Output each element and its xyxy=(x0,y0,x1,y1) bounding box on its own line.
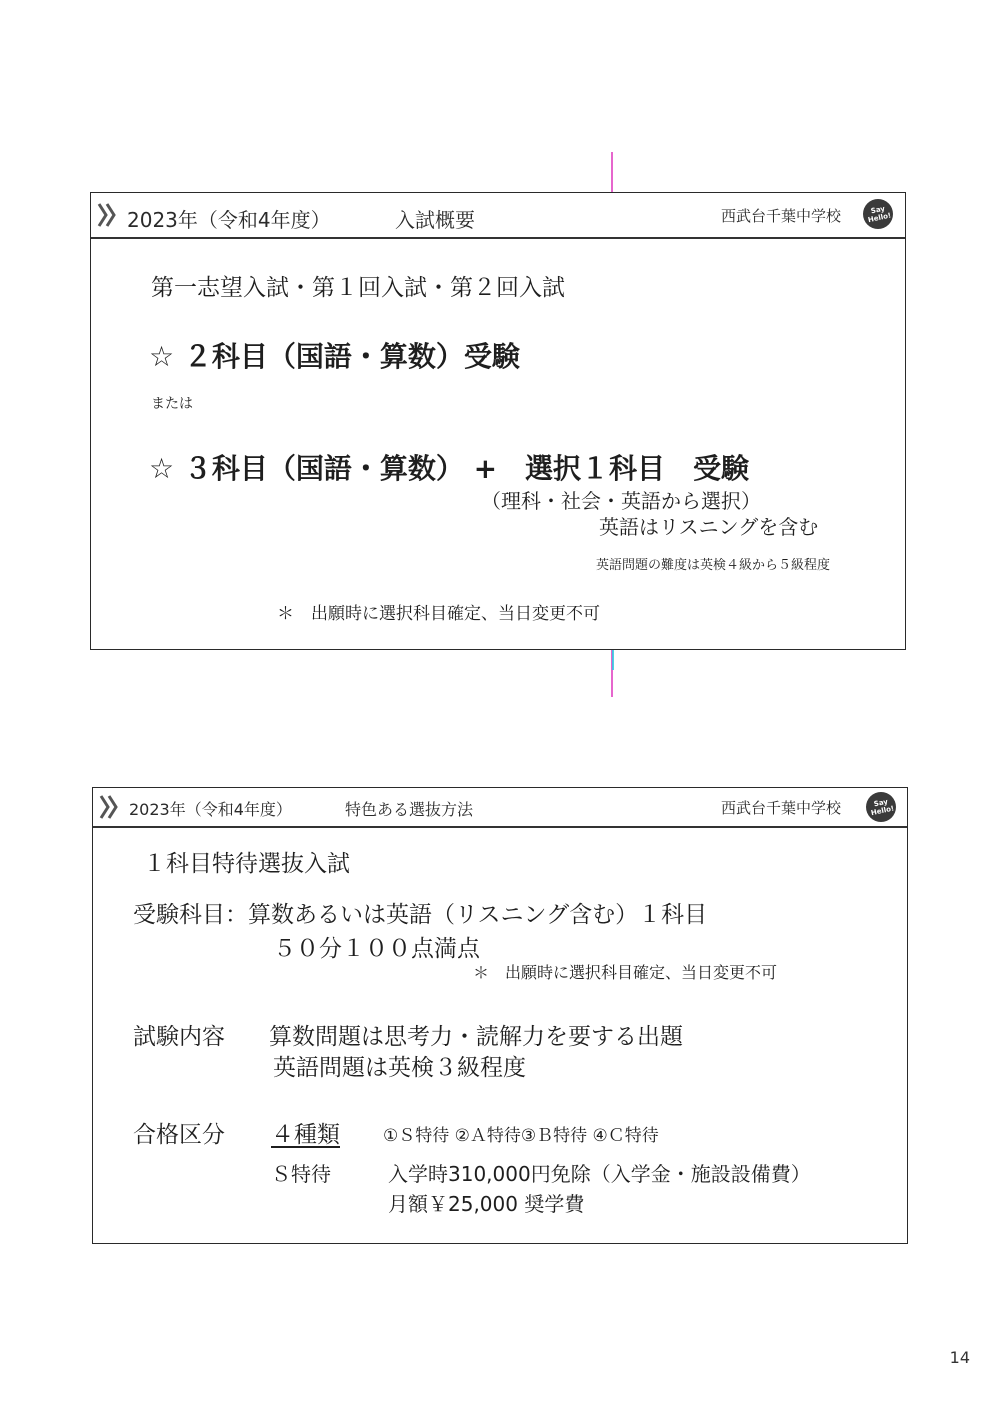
difficulty-note: 英語問題の難度は英検４級から５級程度 xyxy=(596,558,831,573)
or-text: または xyxy=(151,396,193,412)
content-line-1: 算数問題は思考力・読解力を要する出題 xyxy=(269,1024,683,1050)
school-name: 西武台千葉中学校 xyxy=(721,207,842,225)
double-chevron-icon xyxy=(99,794,121,820)
pass-types: ①Ｓ特待 ②Ａ特待③Ｂ特待 ④Ｃ特待 xyxy=(383,1126,659,1146)
school-logo: Say Hello! xyxy=(863,199,893,229)
slide-special-selection xyxy=(92,787,908,1244)
content-line-2: 英語問題は英検３級程度 xyxy=(273,1055,526,1081)
slide-admission-overview xyxy=(90,192,906,650)
pass-count: ４種類 xyxy=(271,1122,340,1148)
score-line: ５０分１００点満点 xyxy=(273,936,480,962)
pass-label: 合格区分 xyxy=(133,1122,225,1148)
exam-title: １科目特待選抜入試 xyxy=(143,851,350,877)
option-three-subjects: ☆ ３科目（国語・算数） + 選択１科目 受験 xyxy=(149,452,750,485)
subjects-line: 受験科目：算数あるいは英語（リスニング含む）１科目 xyxy=(133,902,708,928)
content-label: 試験内容 xyxy=(133,1024,225,1050)
header-year-title: 2023年（令和4年度） xyxy=(129,800,292,819)
header-subtitle: 入試概要 xyxy=(395,208,475,232)
option-two-subjects: ☆ ２科目（国語・算数）受験 xyxy=(149,340,520,373)
header-subtitle: 特色ある選抜方法 xyxy=(345,800,474,819)
slide-header xyxy=(91,193,905,239)
page-number: 14 xyxy=(949,1348,970,1367)
english-listening-note: 英語はリスニングを含む xyxy=(599,515,819,539)
school-name: 西武台千葉中学校 xyxy=(721,799,842,817)
exam-types-line: 第一志望入試・第１回入試・第２回入試 xyxy=(151,275,565,301)
footnote: ＊ 出願時に選択科目確定、当日変更不可 xyxy=(473,963,778,982)
elective-choice-note: （理科・社会・英語から選択） xyxy=(481,489,761,513)
slide-header xyxy=(93,788,907,828)
header-year-title: 2023年（令和4年度） xyxy=(127,208,331,232)
s-tier-label: Ｓ特待 xyxy=(271,1162,331,1186)
double-chevron-icon xyxy=(97,202,119,228)
s-tier-benefit-2: 月額￥25,000 奨学費 xyxy=(388,1192,585,1216)
s-tier-benefit-1: 入学時310,000円免除（入学金・施設設備費） xyxy=(388,1162,811,1186)
school-logo: Say Hello! xyxy=(866,792,896,822)
footnote: ＊ 出願時に選択科目確定、当日変更不可 xyxy=(277,604,600,624)
